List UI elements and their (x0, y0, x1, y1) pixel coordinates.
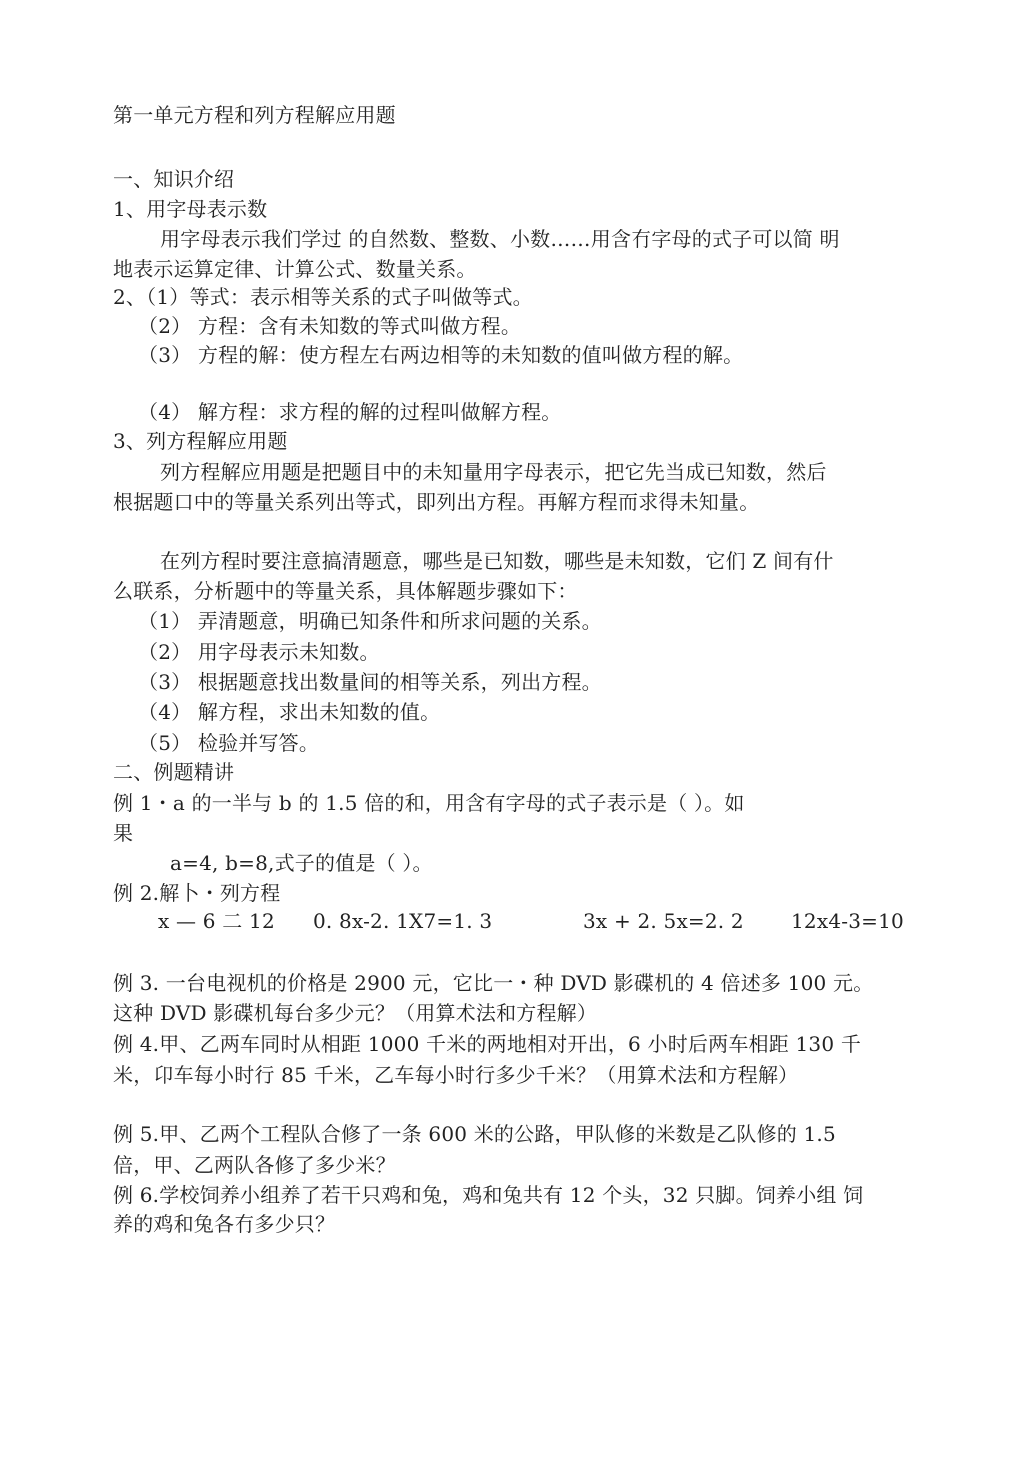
example-1-line: 果 (113, 821, 134, 845)
paragraph-line: 根据题口中的等量关系列出等式，即列出方程。再解方程而求得未知量。 (113, 490, 760, 514)
section-heading-knowledge: 一、知识介绍 (113, 167, 235, 191)
paragraph-line: 么联系，分析题中的等量关系，具体解题步骤如下： (113, 579, 578, 603)
equation-2: 0. 8x-2. 1X7=1. 3 (313, 909, 493, 933)
example-4-line: 例 4.甲、乙两车同时从相距 1000 千米的两地相对开出，6 小时后两车相距 130 千 (113, 1032, 862, 1056)
step-item: （2） 用字母表示未知数。 (138, 640, 380, 664)
page-title: 第一单元方程和列方程解应用题 (113, 103, 396, 127)
step-item: （5） 检验并写答。 (138, 731, 320, 755)
example-3-line: 这种 DVD 影碟机每台多少元？（用算术法和方程解） (113, 1001, 598, 1025)
example-1-line: a=4, b=8,式子的值是（ ）。 (170, 851, 433, 875)
paragraph-line: 用字母表示我们学过 的自然数、整数、小数……用含冇字母的式子可以简 明 (160, 227, 840, 251)
example-6-line: 养的鸡和兔各冇多少只？ (113, 1212, 336, 1236)
paragraph-line: 地表示运算定律、计算公式、数量关系。 (113, 257, 477, 281)
paragraph-line: 在列方程时要注意搞清题意，哪些是已知数，哪些是未知数，它们 Z 间有什 (160, 549, 834, 573)
equation-3: 3x + 2. 5x=2. 2 (583, 909, 744, 933)
equation-1: x — 6 二 12 (158, 909, 275, 933)
equation-4: 12x4-3=10 (791, 909, 904, 933)
subheading-letters-as-numbers: 1、用字母表示数 (113, 197, 268, 221)
example-1-line: 例 1・a 的一半与 b 的 1.5 倍的和，用含有字母的式子表示是（ ）。如 (113, 791, 745, 815)
definition-solution: （3） 方程的解：使方程左右两边相等的未知数的值叫做方程的解。 (138, 343, 744, 367)
definition-equation-with-unknown: （2） 方程：含有未知数的等式叫做方程。 (138, 314, 522, 338)
example-2-heading: 例 2.解卜・列方程 (113, 881, 281, 905)
paragraph-line: 列方程解应用题是把题目中的未知量用字母表示，把它先当成已知数，然后 (160, 460, 827, 484)
example-3-line: 例 3. 一台电视机的价格是 2900 元，它比一・种 DVD 影碟机的 4 倍述多 100 元。 (113, 971, 874, 995)
definition-equation: 2、（1）等式：表示相等关系的式子叫做等式。 (113, 285, 533, 309)
example-6-line: 例 6.学校饲养小组养了若干只鸡和兔，鸡和兔共有 12 个头，32 只脚。饲养小组 饲 (113, 1183, 864, 1207)
step-item: （1） 弄清题意，明确已知条件和所求问题的关系。 (138, 609, 602, 633)
definition-solving: （4） 解方程：求方程的解的过程叫做解方程。 (138, 400, 562, 424)
example-5-line: 例 5.甲、乙两个工程队合修了一条 600 米的公路，甲队修的米数是乙队修的 1.5 (113, 1122, 836, 1146)
subheading-word-problems: 3、列方程解应用题 (113, 429, 288, 453)
section-heading-examples: 二、例题精讲 (113, 760, 235, 784)
example-5-line: 倍，甲、乙两队各修了多少米？ (113, 1153, 396, 1177)
step-item: （3） 根据题意找出数量间的相等关系，列出方程。 (138, 670, 602, 694)
example-4-line: 米，卬车每小时行 85 千米，乙车每小时行多少千米？（用算术法和方程解） (113, 1063, 799, 1087)
step-item: （4） 解方程，求出未知数的值。 (138, 700, 441, 724)
